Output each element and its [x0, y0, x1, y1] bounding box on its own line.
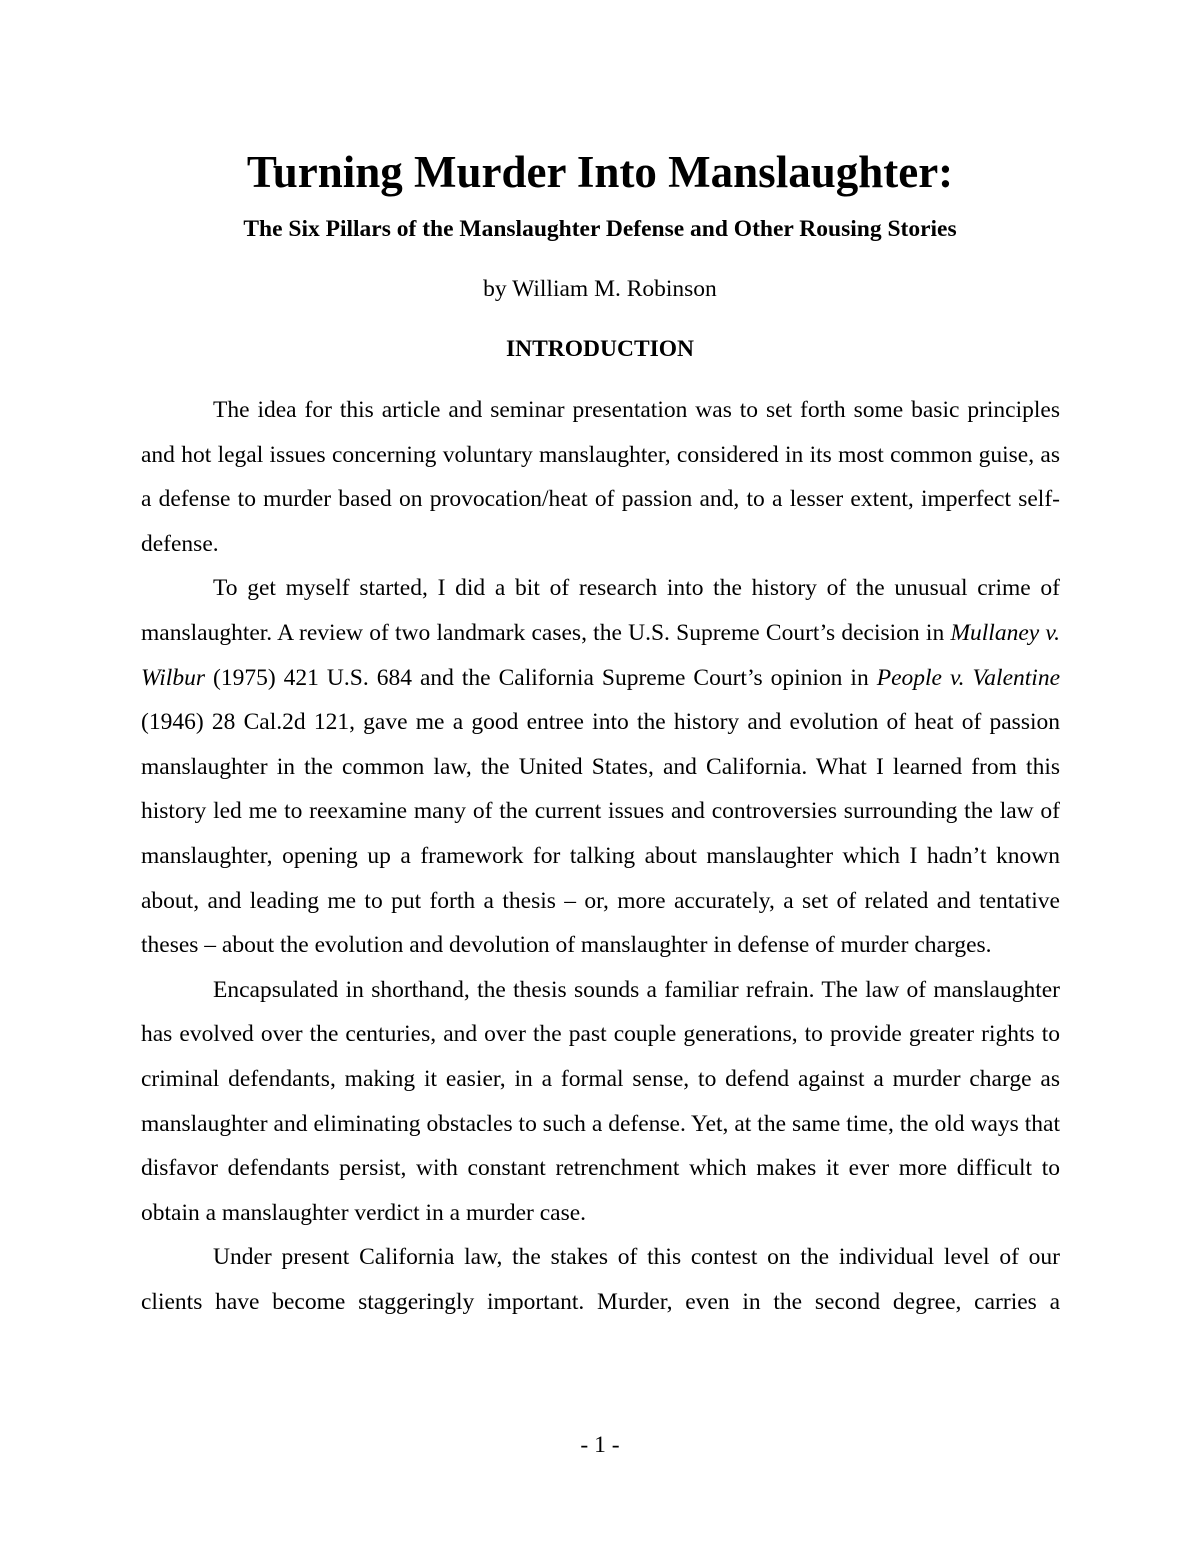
paragraph-2-text-1: To get myself started, I did a bit of research into the history of the unusual crime of manslaughter. A review of two landmark cases, the U.S. Supreme Court’s decision in [141, 575, 1060, 646]
paragraph-1: The idea for this article and seminar presentation was to set forth some basic principles and hot legal issues concerning voluntary manslaughter, considered in its most common guise, as a defense to murder based on provocation/heat of passion and, to a lesser extent, imperfect self-defense. [141, 397, 1060, 557]
case-citation-valentine: People v. Valentine [876, 664, 1060, 691]
page-number: - 1 - [580, 1432, 620, 1458]
paragraph-3: Encapsulated in shorthand, the thesis sounds a familiar refrain. The law of manslaughter has evolved over the centuries, and over the past couple generations, to provide greater rights to criminal defendants, making it easier, in a formal sense, to defend against a murder charge as manslaughter and eliminating obstacles to such a defense. Yet, at the same time, the old ways that disfavor defendants persist, with constant retrenchment which makes it ever more difficult to obtain a manslaughter verdict in a murder case. [141, 976, 1060, 1226]
paragraph-2-text-3: (1946) 28 Cal.2d 121, gave me a good entree into the history and evolution of heat of passion manslaughter in the common law, the United States, and California. What I learned from this history led me to reexamine many of the current issues and controversies surrounding the law of manslaughter, opening up a framework for talking about manslaughter which I hadn’t known about, and leading me to put forth a thesis – or, more accurately, a set of related and tentative theses – about the evolution and devolution of manslaughter in defense of murder charges. [141, 709, 1060, 959]
paragraph-4: Under present California law, the stakes of this contest on the individual level of our clients have become staggeringly important. Murder, even in the second degree, carries a [141, 1244, 1060, 1315]
paragraph-2 [141, 566, 1060, 967]
author-byline: by William M. Robinson [483, 276, 717, 302]
paragraph-2-text-2: (1975) 421 U.S. 684 and the California Supreme Court’s opinion in [204, 664, 877, 691]
case-citation-mullaney: Mullaney v. Wilbur [141, 619, 1060, 691]
body-text [141, 388, 1060, 1324]
section-heading-introduction: INTRODUCTION [505, 336, 695, 362]
document-subtitle: The Six Pillars of the Manslaughter Defense and Other Rousing Stories [243, 216, 957, 242]
document-title: Turning Murder Into Manslaughter: [246, 147, 954, 197]
